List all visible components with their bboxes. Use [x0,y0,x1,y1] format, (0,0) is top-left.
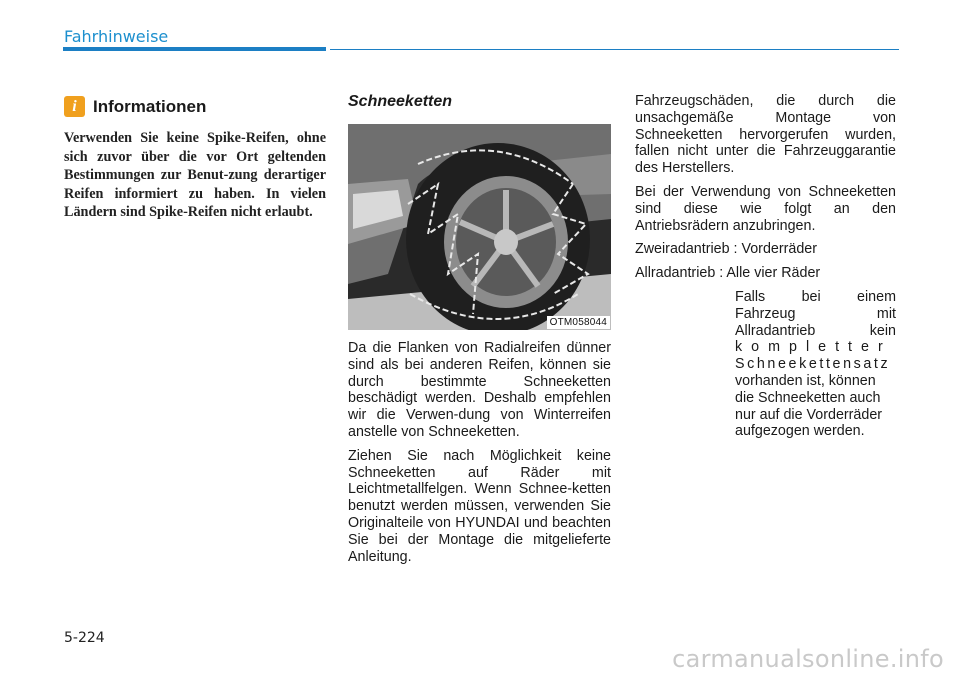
paragraph: Ziehen Sie nach Möglichkeit keine Schneeketten auf Räder mit Leichtmetallfelgen. Wenn Schnee-ketten benutzt werden müssen, verwenden Sie Originalteile von HYUNDAI und beachten Sie bei der Montage die mitgelieferte Anleitung. [348,447,611,565]
right-column [635,93,896,440]
paragraph: Zweiradantrieb : Vorderräder [635,241,817,258]
paragraph: Allradantrieb : Alle vier Räder [635,265,821,282]
paragraph: Bei der Verwendung von Schneeketten sind diese wie folgt an den Antriebsrädern anzubringen. [635,183,896,234]
note-line: kompletter [735,339,892,356]
snow-chain-illustration [348,124,611,330]
info-text: Verwenden Sie keine Spike-Reifen, ohne sich zuvor über die vor Ort geltenden Bestimmungen zur Benut-zung derartiger Reifen informiert zu haben. In vielen Ländern sind Spike-Reifen nicht erlaubt. [64,130,326,221]
four-wheel-drive-note [735,289,896,440]
section-title: Fahrhinweise [64,27,169,46]
watermark: carmanualsonline.info [672,645,944,673]
paragraph: Fahrzeugschäden, die durch die unsachgemäße Montage von Schneeketten hervorgerufen wurden, fallen nicht unter die Fahrzeuggarantie des Herstellers. [635,93,896,177]
paragraph: Da die Flanken von Radialreifen dünner sind als bei anderen Reifen, können sie durch bestimmte Schneeketten beschädigt werden. Deshalb empfehlen wir die Verwen-dung von Winterreifen anstelle von Schneeketten. [348,340,611,440]
note-line: Falls bei einem [735,288,896,305]
note-line: Fahrzeug mit [735,305,896,322]
header-rule-thin [330,49,899,50]
info-heading [64,96,326,117]
note-text: vorhanden ist, können die Schneeketten auch nur auf die Vorderräder aufgezogen werden. [735,372,883,440]
snow-chains-column [348,93,611,572]
note-line: Allradantrieb kein [735,322,896,339]
info-icon: i [64,96,85,117]
info-column [64,96,326,222]
figure-code: OTM058044 [547,316,610,329]
info-title: Informationen [93,96,207,116]
wheel-with-snow-chain-image [348,124,611,330]
header-rule-thick [63,47,326,51]
snow-chains-heading: Schneeketten [348,93,453,110]
note-line: Schneekettensatz [735,356,891,373]
page-number: 5-224 [64,630,105,646]
